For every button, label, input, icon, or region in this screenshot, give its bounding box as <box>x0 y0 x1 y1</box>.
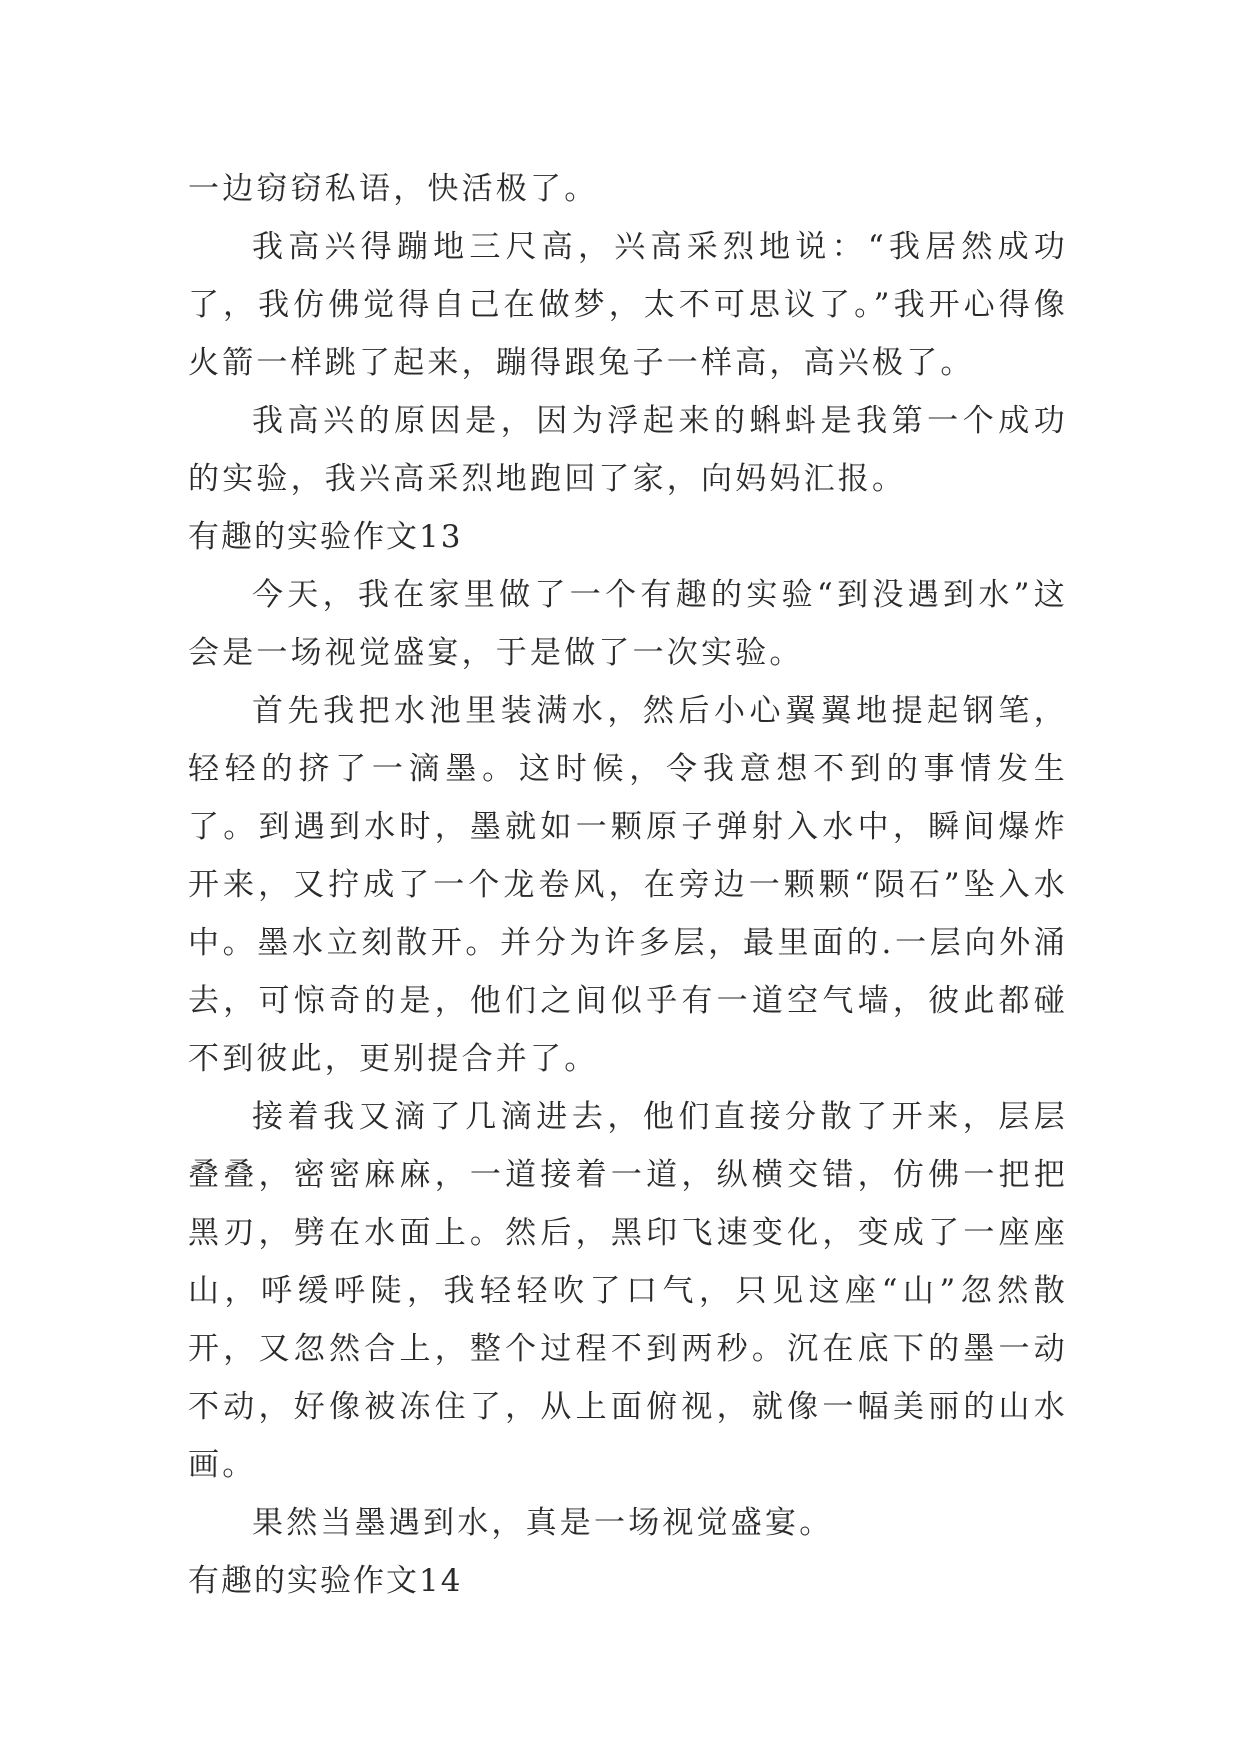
section-heading: 有趣的实验作文14 <box>188 1563 463 1599</box>
paragraph: 我高兴的原因是，因为浮起来的蝌蚪是我第一个成功的实验，我兴高采烈地跑回了家，向妈妈汇报。 <box>188 403 1068 497</box>
paragraph: 首先我把水池里装满水，然后小心翼翼地提起钢笔，轻轻的挤了一滴墨。这时候，令我意想不到的事情发生了。到遇到水时，墨就如一颗原子弹射入水中，瞬间爆炸开来，又拧成了一个龙卷风，在旁边一颗颗“陨石”坠入水中。墨水立刻散开。并分为许多层，最里面的.一层向外涌去，可惊奇的是，他们之间似乎有一道空气墙，彼此都碰不到彼此，更别提合并了。 <box>188 693 1068 1077</box>
paragraph-continuation: 一边窃窃私语，快活极了。 <box>188 171 599 207</box>
paragraph: 果然当墨遇到水，真是一场视觉盛宴。 <box>252 1505 834 1541</box>
paragraph: 我高兴得蹦地三尺高，兴高采烈地说：“我居然成功了，我仿佛觉得自己在做梦，太不可思议了。”我开心得像火箭一样跳了起来，蹦得跟兔子一样高，高兴极了。 <box>188 229 1068 381</box>
paragraph: 今天，我在家里做了一个有趣的实验“到没遇到水”这会是一场视觉盛宴，于是做了一次实验。 <box>188 577 1068 671</box>
section-heading: 有趣的实验作文13 <box>188 519 463 555</box>
paragraph: 接着我又滴了几滴进去，他们直接分散了开来，层层叠叠，密密麻麻，一道接着一道，纵横交错，仿佛一把把黑刃，劈在水面上。然后，黑印飞速变化，变成了一座座山，呼缓呼陡，我轻轻吹了口气，只见这座“山”忽然散开，又忽然合上，整个过程不到两秒。沉在底下的墨一动不动，好像被冻住了，从上面俯视，就像一幅美丽的山水画。 <box>188 1099 1068 1483</box>
document-body <box>188 160 1068 1610</box>
